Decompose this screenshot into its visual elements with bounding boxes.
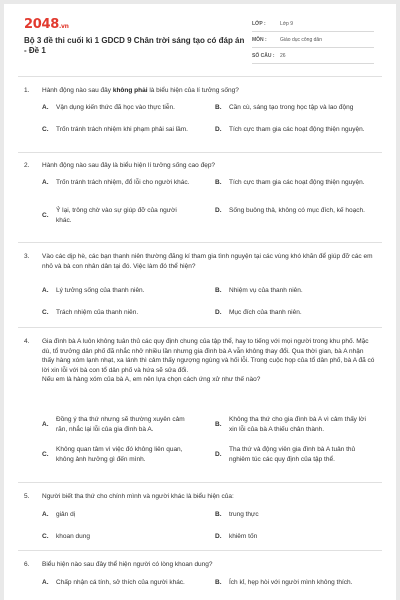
site-logo[interactable]: 2048.vn [24,17,69,32]
option-d[interactable]: D. Sống buông thả, không có mục đích, kế hoạch. [215,207,365,214]
option-a[interactable]: A. Trốn tránh trách nhiệm, đổ lỗi cho người khác. [42,179,190,186]
option-b[interactable]: B. Ích kỉ, hẹp hòi với người mình không thích. [215,579,353,586]
question-number: 4. [24,338,30,345]
section-divider [18,482,382,483]
option-d[interactable]: D. khiêm tốn [215,533,258,540]
question-text: Hành động nào sau đây là biểu hiện lí tưởng sống cao đẹp? [42,162,216,169]
question-number: 6. [24,561,30,568]
meta-row-subject [252,32,374,48]
section-divider [18,76,382,77]
option-c[interactable]: C. Trách nhiệm của thanh niên. [42,309,139,316]
question-number: 5. [24,493,30,500]
option-d[interactable]: D. Tích cực tham gia các hoạt động thiện nguyện. [215,126,365,133]
question-1 [24,86,376,133]
section-divider [18,242,382,243]
option-a[interactable]: A. giản dị [42,511,76,518]
question-text: Hành động nào sau đây không phải là biểu hiện của lí tưởng sống? [42,87,239,94]
meta-row-count [252,48,374,64]
document-title: Bộ 3 đề thi cuối kì 1 GDCD 9 Chân trời sáng tạo có đáp án - Đề 1 [24,36,245,55]
option-a[interactable]: A. Chấp nhận cá tính, sở thích của người khác. [42,579,185,586]
meta-value: 26 [280,52,286,59]
section-divider [18,327,382,328]
meta-value: Lớp 9 [280,20,294,27]
question-2 [24,161,376,224]
meta-row-grade [252,16,374,32]
section-divider [18,152,382,153]
question-text: Gia đình bà A luôn không tuân thủ các quy định chung của tập thể, hay to tiếng với mọi người trong khu phố. Mặc dù, tổ trưởng dân phố đã nhắc nhở nhiều lần nhưng gia đình bà A vẫn không thay đổi. Qua thời gian, bà A nhận thấy hàng xóm lạnh nhạt, xa lánh thì cảm thấy ngượng ngùng và hối lỗi. Trong cuộc họp của tổ dân phố, bà A đã có lời xin lỗi với bà con tổ dân phố và hứa sẽ sửa đổi. Nếu em là hàng xóm của bà A, em nên lựa chọn cách ứng xử như thế nào? [42,338,375,383]
option-b[interactable]: B. Cần cù, sáng tạo trong học tập và lao động [215,104,354,111]
section-divider [18,550,382,551]
question-6 [24,560,376,586]
meta-label: LỚP : [252,20,266,27]
option-b[interactable]: B. Không tha thứ cho gia đình bà A vì cảm thấy lời xin lỗi của bà A thiếu chân thành. [215,416,366,433]
question-number: 2. [24,162,30,169]
meta-value: Giáo dục công dân [280,36,322,43]
question-text: Người biết tha thứ cho chính mình và người khác là biểu hiện của: [42,493,234,500]
option-a[interactable]: A. Vận dụng kiến thức đã học vào thực tiễn. [42,104,175,111]
meta-label: SỐ CÂU : [252,52,275,59]
option-b[interactable]: B. Tích cực tham gia các hoạt động thiện nguyện. [215,179,365,186]
exam-meta-table [252,16,374,64]
option-c[interactable]: C. Trốn tránh trách nhiệm khi phạm phải sai lầm. [42,126,188,133]
question-3 [24,252,376,316]
option-c[interactable]: C. Không quan tâm vì việc đó không liên quan, không ảnh hưởng gì đến mình. [42,446,183,463]
option-a[interactable]: A. Đồng ý tha thứ nhưng sẽ thường xuyên cảm răn, nhắc lại lỗi của gia đình bà A. [42,416,185,433]
exam-page [4,4,396,600]
option-b[interactable]: B. Nhiệm vụ của thanh niên. [215,287,303,294]
question-4 [24,337,376,463]
option-a[interactable]: A. Lý tưởng sống của thanh niên. [42,287,145,294]
question-number: 1. [24,87,30,94]
option-d[interactable]: D. Tha thứ và động viên gia đình bà A tuân thủ nghiêm túc các quy định của tập thể. [215,446,356,463]
option-b[interactable]: B. trung thực [215,511,259,518]
meta-label: MÔN : [252,36,267,43]
question-5 [24,492,376,540]
option-c[interactable]: C. Ỷ lại, trông chờ vào sự giúp đỡ của người khác. [42,207,177,224]
option-c[interactable]: C. khoan dung [42,533,90,540]
question-number: 3. [24,253,30,260]
option-d[interactable]: D. Mục đích của thanh niên. [215,309,302,316]
question-text: Biểu hiện nào sau đây thể hiện người có lòng khoan dung? [42,561,213,568]
question-text: Vào các dịp hè, các bạn thanh niên thường đăng kí tham gia tình nguyện tại các vùng khó khăn để giúp đỡ các em nhỏ và bà con nhân dân tại đó. Việc làm đó thể hiện? [42,253,373,270]
